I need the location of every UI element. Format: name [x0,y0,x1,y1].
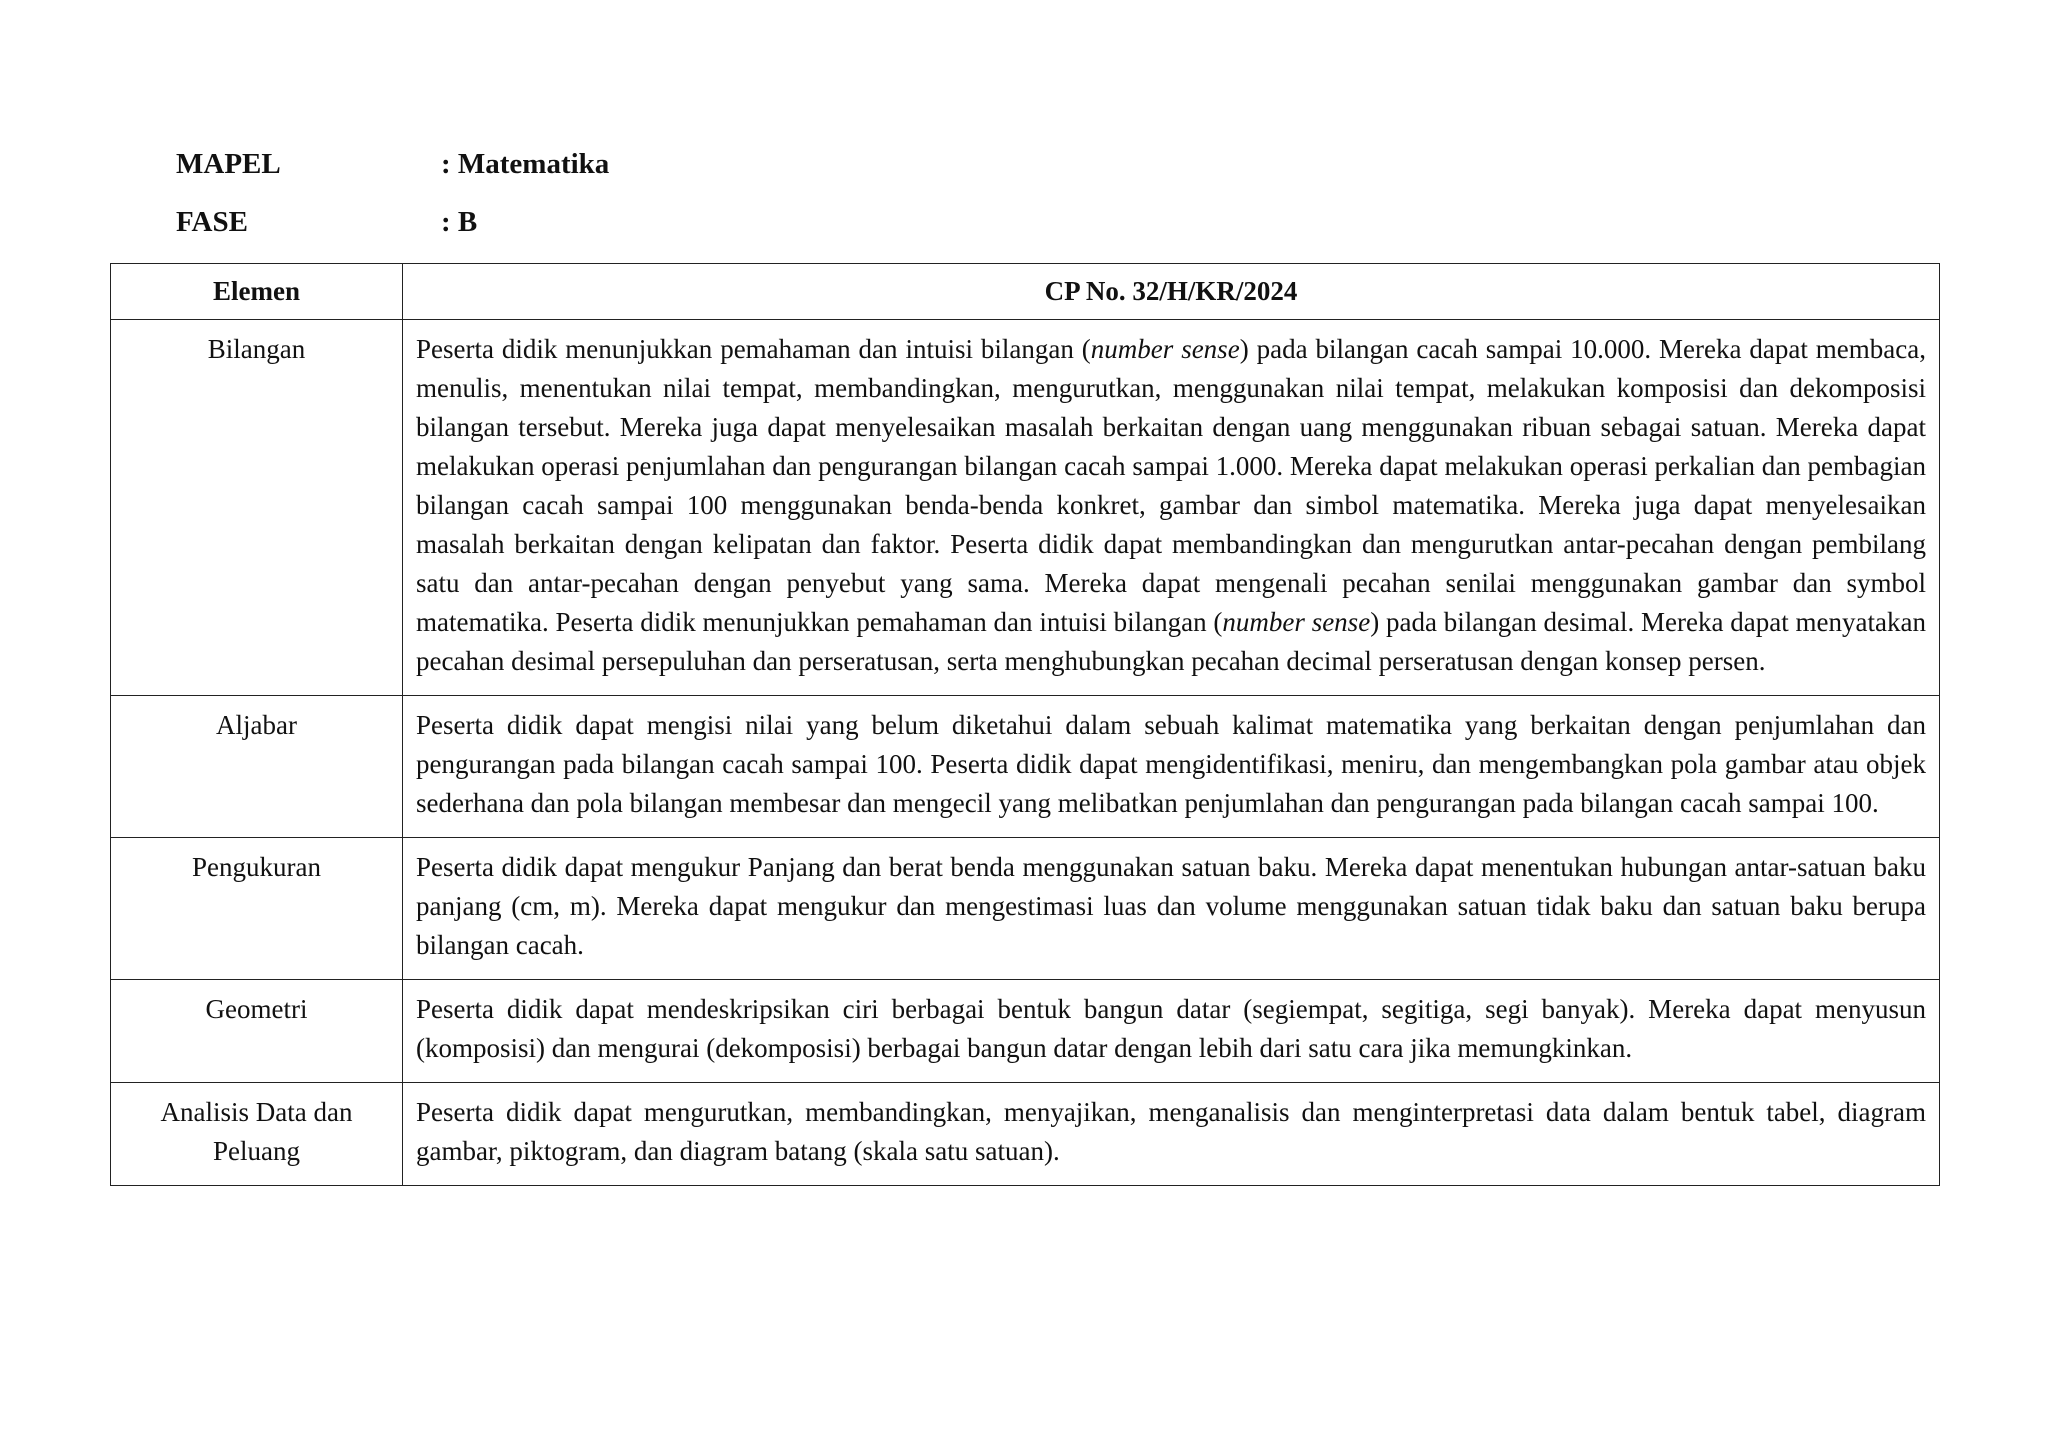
description-text: ) pada bilangan desimal. Mereka dapat menyatakan pecahan desimal persepuluhan dan perseratusan, serta menghubungkan pecahan decimal perseratusan dengan konsep persen. [416,607,1926,676]
table-row [111,320,1940,696]
elemen-cell: Pengukuran [111,838,403,980]
description-text: Peserta didik dapat mengisi nilai yang belum diketahui dalam sebuah kalimat matematika yang berkaitan dengan penjumlahan dan pengurangan pada bilangan cacah sampai 100. Peserta didik dapat mengidentifikasi, meniru, dan mengembangkan pola gambar atau objek sederhana dan pola bilangan membesar dan mengecil yang melibatkan penjumlahan dan pengurangan pada bilangan cacah sampai 100. [416,710,1926,818]
elemen-cell: Geometri [111,980,403,1083]
elemen-cell: Analisis Data dan Peluang [111,1083,403,1186]
description-text: Peserta didik dapat mendeskripsikan ciri berbagai bentuk bangun datar (segiempat, segitiga, segi banyak). Mereka dapat menyusun (komposisi) dan mengurai (dekomposisi) berbagai bangun datar dengan lebih dari satu cara jika memungkinkan. [416,994,1926,1063]
mapel-value: : Matematika [441,148,610,180]
italic-term: number sense [1090,334,1240,364]
table-header-row [111,264,1940,320]
description-cell [403,320,1940,696]
italic-term: number sense [1222,607,1371,637]
elemen-cell: Aljabar [111,696,403,838]
cp-table [110,263,1940,1186]
document-header [176,135,609,251]
column-header-cp: CP No. 32/H/KR/2024 [403,264,1940,320]
description-cell [403,980,1940,1083]
column-header-elemen: Elemen [111,264,403,320]
table-row [111,1083,1940,1186]
elemen-cell: Bilangan [111,320,403,696]
table-row [111,980,1940,1083]
mapel-row [176,135,609,193]
fase-value: : B [441,206,478,238]
description-text: Peserta didik menunjukkan pemahaman dan intuisi bilangan ( [416,334,1091,364]
description-cell [403,1083,1940,1186]
table-row [111,696,1940,838]
description-cell [403,838,1940,980]
description-text: Peserta didik dapat mengukur Panjang dan berat benda menggunakan satuan baku. Mereka dapat menentukan hubungan antar-satuan baku panjang (cm, m). Mereka dapat mengukur dan mengestimasi luas dan volume menggunakan satuan tidak baku dan satuan baku berupa bilangan cacah. [416,852,1926,960]
table-body [111,320,1940,1186]
description-text: Peserta didik dapat mengurutkan, membandingkan, menyajikan, menganalisis dan menginterpretasi data dalam bentuk tabel, diagram gambar, piktogram, dan diagram batang (skala satu satuan). [416,1097,1926,1166]
mapel-label: MAPEL [176,148,281,180]
fase-label: FASE [176,206,248,238]
fase-row [176,193,609,251]
table-row [111,838,1940,980]
description-text: ) pada bilangan cacah sampai 10.000. Mereka dapat membaca, menulis, menentukan nilai tempat, membandingkan, mengurutkan, menggunakan nilai tempat, melakukan komposisi dan dekomposisi bilangan tersebut. Mereka juga dapat menyelesaikan masalah berkaitan dengan uang menggunakan ribuan sebagai satuan. Mereka dapat melakukan operasi penjumlahan dan pengurangan bilangan cacah sampai 1.000. Mereka dapat melakukan operasi perkalian dan pembagian bilangan cacah sampai 100 menggunakan benda-benda konkret, gambar dan simbol matematika. Mereka juga dapat menyelesaikan masalah berkaitan dengan kelipatan dan faktor. Peserta didik dapat membandingkan dan mengurutkan antar-pecahan dengan pembilang satu dan antar-pecahan dengan penyebut yang sama. Mereka dapat mengenali pecahan senilai menggunakan gambar dan symbol matematika. Peserta didik menunjukkan pemahaman dan intuisi bilangan ( [416,334,1926,637]
description-cell [403,696,1940,838]
